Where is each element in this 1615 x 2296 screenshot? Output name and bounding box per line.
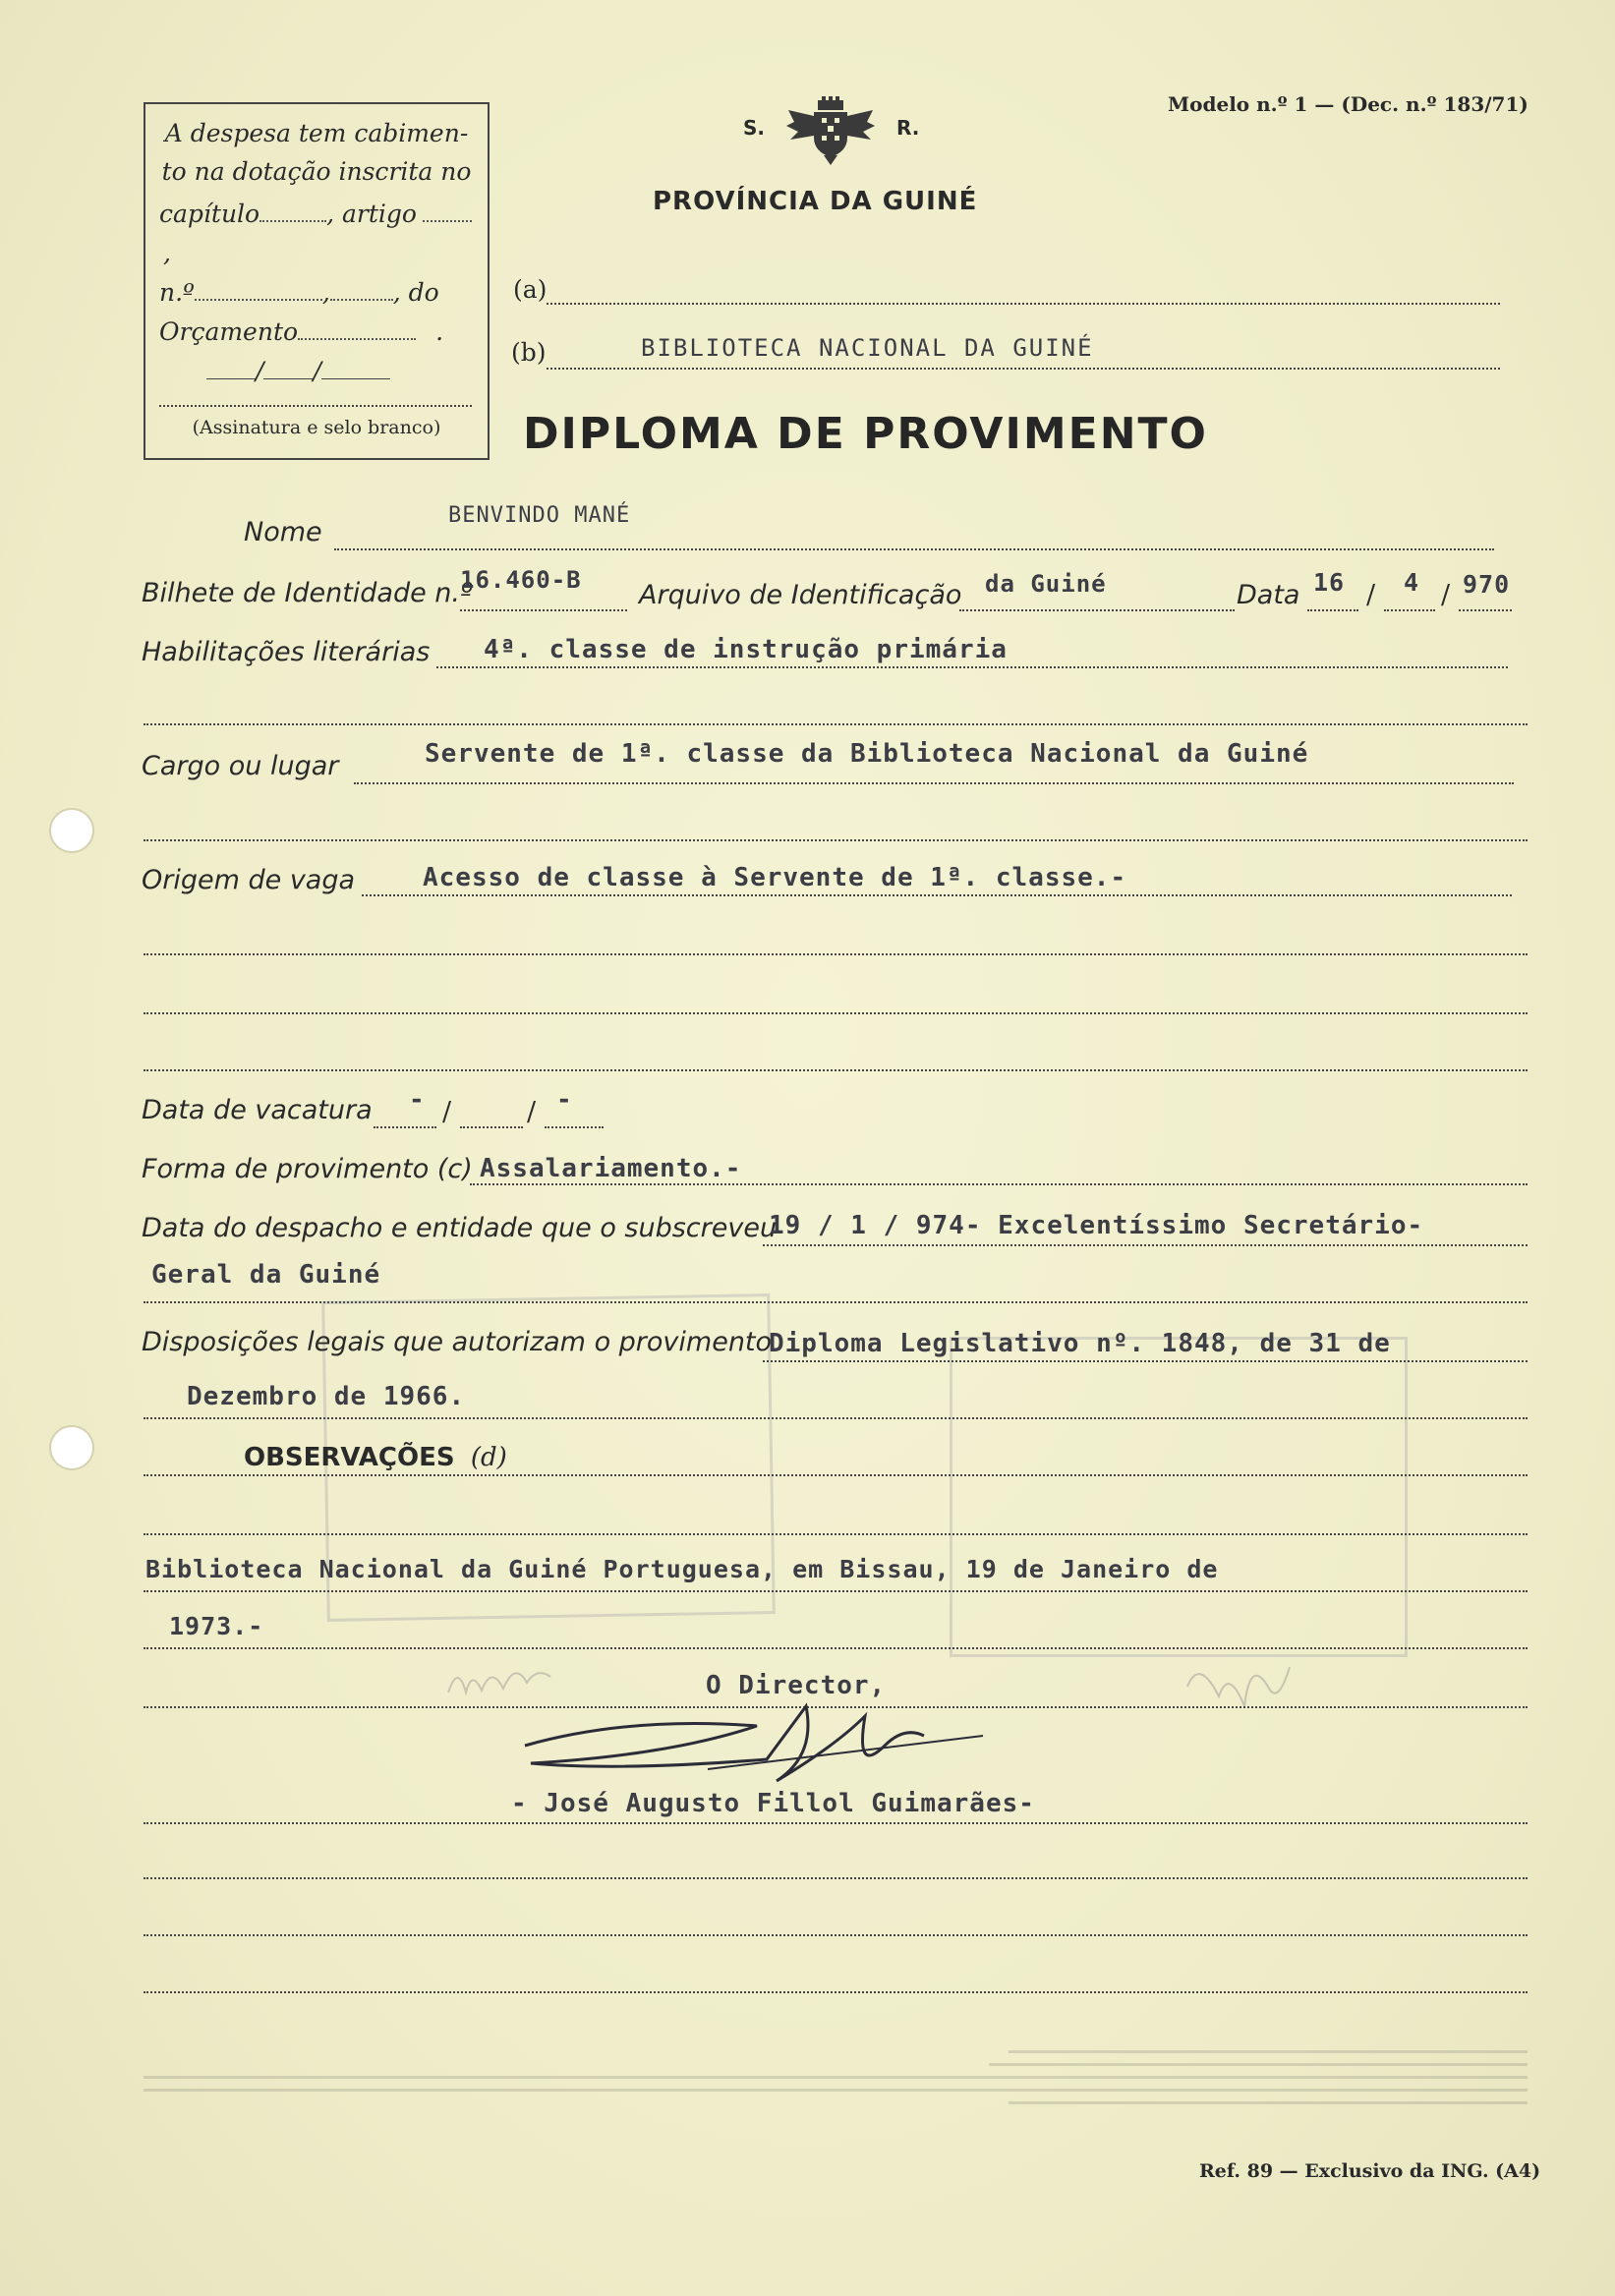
vacatura-day: -	[409, 1085, 426, 1115]
budget-line-3: capítulo , artigo,	[159, 195, 474, 273]
director-name: - José Augusto Fillol Guimarães-	[511, 1789, 1035, 1818]
document-title: DIPLOMA DE PROVIMENTO	[523, 409, 1208, 459]
budget-caption: (Assinatura e selo branco)	[192, 417, 441, 438]
header-s: S.	[743, 116, 766, 140]
vacatura-year: -	[556, 1085, 573, 1115]
initials-mark-left	[442, 1653, 570, 1712]
field-b-line	[547, 368, 1500, 370]
bi-label: Bilhete de Identidade n.º	[142, 578, 473, 608]
footnote-bleed	[144, 2044, 1528, 2123]
arquivo-label: Arquivo de Identificação	[639, 580, 962, 610]
cargo-value: Servente de 1ª. classe da Biblioteca Nacional da Guiné	[425, 739, 1309, 769]
field-a-line	[547, 303, 1500, 305]
closing-year: 1973.-	[169, 1612, 264, 1640]
data-slash-1: /	[1366, 580, 1376, 610]
cargo-label: Cargo ou lugar	[142, 751, 339, 781]
forma-value: Assalariamento.-	[480, 1154, 742, 1183]
disposicoes-value-2: Dezembro de 1966.	[187, 1382, 466, 1411]
disposicoes-value: Diploma Legislativo nº. 1848, de 31 de	[769, 1329, 1391, 1358]
budget-line-2: to na dotação inscrita no	[161, 157, 472, 186]
vacatura-label: Data de vacatura	[142, 1095, 373, 1125]
data-slash-2: /	[1441, 580, 1451, 610]
budget-line-1: A despesa tem cabimen-	[164, 119, 469, 147]
province-title: PROVÍNCIA DA GUINÉ	[653, 187, 978, 216]
director-signature	[511, 1687, 1022, 1805]
nome-value: BENVINDO MANÉ	[448, 503, 631, 528]
data-month: 4	[1404, 568, 1420, 597]
model-reference: Modelo n.º 1 — (Dec. n.º 183/71)	[1168, 92, 1528, 116]
data-day: 16	[1313, 568, 1346, 597]
header-r: R.	[896, 116, 920, 140]
field-a-label: (a)	[513, 275, 548, 304]
footer-reference: Ref. 89 — Exclusivo da ING. (A4)	[1199, 2160, 1541, 2182]
despacho-value: 19 / 1 / 974- Excelentíssimo Secretário-	[769, 1211, 1424, 1240]
bi-value: 16.460-B	[460, 566, 582, 594]
director-role: O Director,	[706, 1671, 887, 1700]
budget-line-4: n.º , , do	[159, 278, 439, 307]
origem-label: Origem de vaga	[142, 865, 356, 895]
nome-label: Nome	[244, 517, 322, 547]
budget-box	[144, 102, 490, 460]
visto-stamp-right	[950, 1337, 1408, 1657]
coat-of-arms-icon	[784, 96, 877, 167]
initials-mark-right	[1180, 1647, 1298, 1726]
budget-line-5: Orçamento .	[159, 317, 444, 346]
despacho-value-2: Geral da Guiné	[151, 1260, 381, 1290]
disposicoes-label: Disposições legais que autorizam o provimento	[142, 1327, 773, 1357]
closing-place-date: Biblioteca Nacional da Guiné Portuguesa, em Bissau, 19 de Janeiro de	[145, 1555, 1219, 1583]
hab-label: Habilitações literárias	[142, 637, 431, 667]
budget-date-line: / /	[159, 352, 474, 391]
punch-hole-top	[49, 808, 94, 853]
observacoes-heading: OBSERVAÇÕES (d)	[244, 1443, 507, 1472]
punch-hole-bottom	[49, 1425, 94, 1470]
origem-value: Acesso de classe à Servente de 1ª. classe.-	[423, 863, 1127, 892]
data-year: 970	[1463, 570, 1511, 599]
hab-value: 4ª. classe de instrução primária	[484, 635, 1008, 664]
data-label: Data	[1237, 580, 1300, 610]
field-b-label: (b)	[511, 338, 547, 367]
arquivo-value: da Guiné	[985, 570, 1107, 598]
forma-label: Forma de provimento (c)	[142, 1154, 473, 1184]
vacatura-slash-1: /	[442, 1097, 452, 1127]
field-b-value: BIBLIOTECA NACIONAL DA GUINÉ	[641, 334, 1094, 362]
vacatura-slash-2: /	[527, 1097, 537, 1127]
despacho-label: Data do despacho e entidade que o subscreveu	[142, 1213, 778, 1243]
